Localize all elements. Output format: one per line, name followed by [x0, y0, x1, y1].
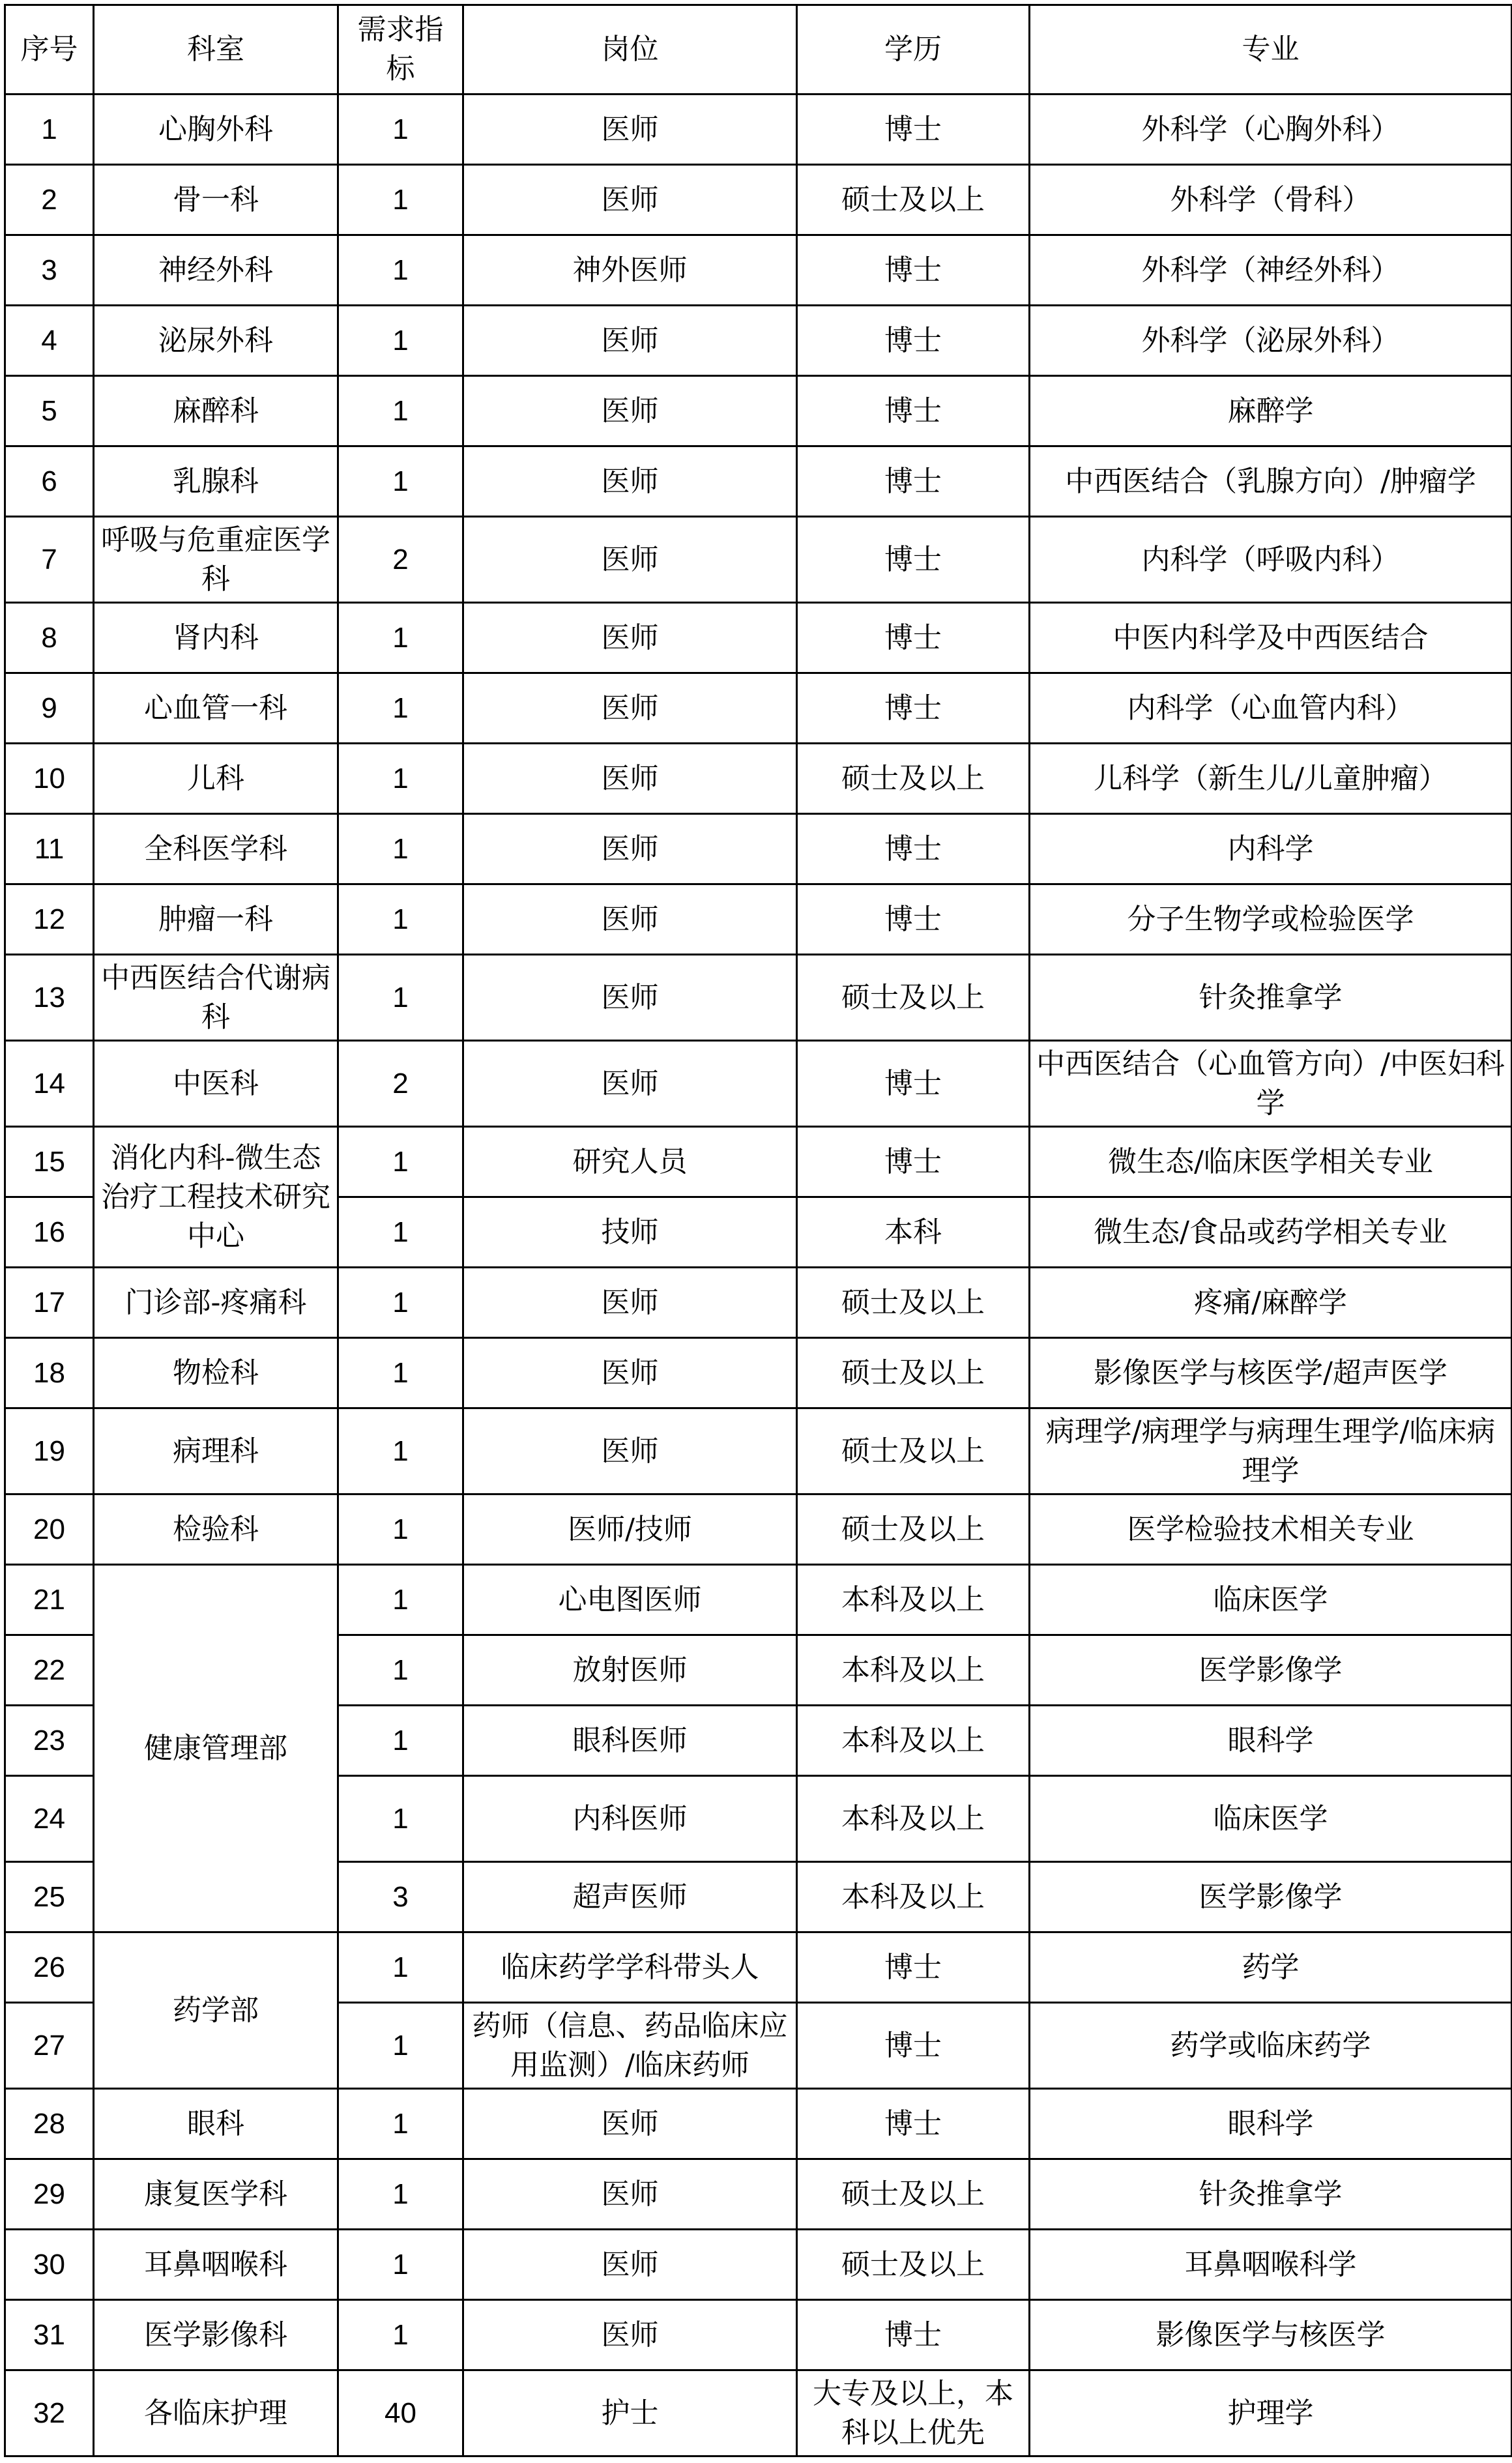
row-quota: 1: [338, 2159, 463, 2230]
row-major: 外科学（泌尿外科）: [1030, 306, 1512, 376]
table-row: [5, 376, 1512, 446]
row-position: 医师: [463, 165, 797, 235]
row-quota: 1: [338, 814, 463, 884]
row-department: 骨一科: [94, 165, 338, 235]
row-major: 护理学: [1030, 2370, 1512, 2456]
row-department: 中医科: [94, 1041, 338, 1127]
table-row: [5, 603, 1512, 673]
row-position: 护士: [463, 2370, 797, 2456]
row-department: 病理科: [94, 1408, 338, 1494]
row-education: 博士: [797, 884, 1030, 955]
row-department: 肿瘤一科: [94, 884, 338, 955]
row-major: 药学: [1030, 1932, 1512, 2003]
row-education: 博士: [797, 1127, 1030, 1197]
table-row: [5, 235, 1512, 306]
row-position: 医师: [463, 1268, 797, 1338]
table-row: [5, 673, 1512, 744]
header-department: 科室: [94, 5, 338, 95]
row-education: 博士: [797, 306, 1030, 376]
row-major: 病理学/病理学与病理生理学/临床病理学: [1030, 1408, 1512, 1494]
row-major: 中医内科学及中西医结合: [1030, 603, 1512, 673]
row-position: 医师: [463, 2089, 797, 2159]
row-department: 儿科: [94, 744, 338, 814]
row-quota: 40: [338, 2370, 463, 2456]
row-index: 30: [5, 2230, 94, 2300]
row-major: 外科学（神经外科）: [1030, 235, 1512, 306]
row-education: 大专及以上，本科以上优先: [797, 2370, 1030, 2456]
row-position: 超声医师: [463, 1862, 797, 1932]
row-department: 药学部: [94, 1932, 338, 2089]
row-index: 28: [5, 2089, 94, 2159]
row-position: 研究人员: [463, 1127, 797, 1197]
row-position: 医师: [463, 446, 797, 517]
row-index: 32: [5, 2370, 94, 2456]
row-quota: 1: [338, 673, 463, 744]
row-education: 博士: [797, 603, 1030, 673]
row-education: 硕士及以上: [797, 165, 1030, 235]
row-index: 7: [5, 517, 94, 603]
row-education: 硕士及以上: [797, 2159, 1030, 2230]
row-major: 内科学: [1030, 814, 1512, 884]
row-major: 内科学（心血管内科）: [1030, 673, 1512, 744]
table-row: [5, 2089, 1512, 2159]
row-quota: 3: [338, 1862, 463, 1932]
row-department: 各临床护理: [94, 2370, 338, 2456]
row-position: 放射医师: [463, 1635, 797, 1706]
table-row: [5, 2370, 1512, 2456]
row-index: 1: [5, 95, 94, 165]
table-row: [5, 165, 1512, 235]
table-header-row: [5, 5, 1512, 95]
row-index: 29: [5, 2159, 94, 2230]
row-quota: 1: [338, 1268, 463, 1338]
row-education: 博士: [797, 2003, 1030, 2089]
row-index: 4: [5, 306, 94, 376]
row-major: 眼科学: [1030, 2089, 1512, 2159]
row-major: 耳鼻咽喉科学: [1030, 2230, 1512, 2300]
table-row: [5, 1127, 1512, 1197]
row-quota: 1: [338, 1932, 463, 2003]
row-department: 心胸外科: [94, 95, 338, 165]
row-education: 硕士及以上: [797, 1338, 1030, 1408]
table-row: [5, 1494, 1512, 1565]
row-quota: 1: [338, 1565, 463, 1635]
row-quota: 1: [338, 955, 463, 1041]
row-index: 11: [5, 814, 94, 884]
row-education: 博士: [797, 376, 1030, 446]
row-major: 分子生物学或检验医学: [1030, 884, 1512, 955]
table-row: [5, 2230, 1512, 2300]
row-quota: 1: [338, 744, 463, 814]
row-education: 本科及以上: [797, 1706, 1030, 1776]
row-index: 18: [5, 1338, 94, 1408]
row-index: 14: [5, 1041, 94, 1127]
row-education: 博士: [797, 2300, 1030, 2370]
row-index: 3: [5, 235, 94, 306]
row-quota: 1: [338, 1338, 463, 1408]
row-education: 博士: [797, 235, 1030, 306]
row-department: 医学影像科: [94, 2300, 338, 2370]
row-position: 医师: [463, 884, 797, 955]
row-quota: 1: [338, 1408, 463, 1494]
row-position: 医师: [463, 2230, 797, 2300]
row-major: 中西医结合（心血管方向）/中医妇科学: [1030, 1041, 1512, 1127]
row-index: 26: [5, 1932, 94, 2003]
row-education: 本科及以上: [797, 1862, 1030, 1932]
row-position: 医师: [463, 744, 797, 814]
row-major: 临床医学: [1030, 1776, 1512, 1862]
row-education: 博士: [797, 1041, 1030, 1127]
table-row: [5, 744, 1512, 814]
row-index: 16: [5, 1197, 94, 1268]
row-education: 硕士及以上: [797, 1268, 1030, 1338]
table-row: [5, 95, 1512, 165]
row-position: 临床药学学科带头人: [463, 1932, 797, 2003]
table-row: [5, 884, 1512, 955]
row-quota: 1: [338, 235, 463, 306]
row-quota: 1: [338, 1706, 463, 1776]
row-index: 27: [5, 2003, 94, 2089]
row-position: 医师: [463, 1041, 797, 1127]
row-quota: 1: [338, 884, 463, 955]
row-major: 医学检验技术相关专业: [1030, 1494, 1512, 1565]
row-quota: 1: [338, 1776, 463, 1862]
row-major: 影像医学与核医学: [1030, 2300, 1512, 2370]
row-index: 12: [5, 884, 94, 955]
row-position: 心电图医师: [463, 1565, 797, 1635]
row-department: 健康管理部: [94, 1565, 338, 1932]
table-row: [5, 955, 1512, 1041]
row-position: 医师: [463, 1408, 797, 1494]
row-quota: 1: [338, 446, 463, 517]
row-position: 神外医师: [463, 235, 797, 306]
row-department: 全科医学科: [94, 814, 338, 884]
row-position: 医师: [463, 955, 797, 1041]
row-position: 内科医师: [463, 1776, 797, 1862]
row-major: 眼科学: [1030, 1706, 1512, 1776]
row-quota: 1: [338, 1494, 463, 1565]
row-education: 博士: [797, 517, 1030, 603]
row-position: 医师: [463, 814, 797, 884]
row-major: 针灸推拿学: [1030, 955, 1512, 1041]
row-index: 20: [5, 1494, 94, 1565]
table-row: [5, 446, 1512, 517]
table-row: [5, 1338, 1512, 1408]
row-education: 硕士及以上: [797, 2230, 1030, 2300]
row-department: 耳鼻咽喉科: [94, 2230, 338, 2300]
row-quota: 1: [338, 2230, 463, 2300]
row-education: 博士: [797, 673, 1030, 744]
row-department: 肾内科: [94, 603, 338, 673]
row-quota: 1: [338, 95, 463, 165]
row-position: 医师/技师: [463, 1494, 797, 1565]
table-row: [5, 306, 1512, 376]
row-department: 麻醉科: [94, 376, 338, 446]
row-index: 23: [5, 1706, 94, 1776]
row-major: 内科学（呼吸内科）: [1030, 517, 1512, 603]
row-index: 2: [5, 165, 94, 235]
row-quota: 1: [338, 1127, 463, 1197]
table-row: [5, 814, 1512, 884]
row-quota: 1: [338, 1635, 463, 1706]
header-index: 序号: [5, 5, 94, 95]
row-education: 硕士及以上: [797, 955, 1030, 1041]
row-department: 康复医学科: [94, 2159, 338, 2230]
row-major: 医学影像学: [1030, 1635, 1512, 1706]
row-major: 中西医结合（乳腺方向）/肿瘤学: [1030, 446, 1512, 517]
row-major: 临床医学: [1030, 1565, 1512, 1635]
table-row: [5, 1932, 1512, 2003]
row-major: 外科学（心胸外科）: [1030, 95, 1512, 165]
row-major: 微生态/食品或药学相关专业: [1030, 1197, 1512, 1268]
row-major: 儿科学（新生儿/儿童肿瘤）: [1030, 744, 1512, 814]
row-department: 检验科: [94, 1494, 338, 1565]
row-index: 6: [5, 446, 94, 517]
row-position: 医师: [463, 603, 797, 673]
row-index: 13: [5, 955, 94, 1041]
header-education: 学历: [797, 5, 1030, 95]
row-quota: 1: [338, 2003, 463, 2089]
row-major: 医学影像学: [1030, 1862, 1512, 1932]
row-quota: 1: [338, 165, 463, 235]
row-department: 呼吸与危重症医学科: [94, 517, 338, 603]
row-index: 17: [5, 1268, 94, 1338]
header-major: 专业: [1030, 5, 1512, 95]
row-education: 硕士及以上: [797, 1408, 1030, 1494]
row-index: 8: [5, 603, 94, 673]
row-quota: 2: [338, 517, 463, 603]
row-education: 博士: [797, 2089, 1030, 2159]
row-quota: 2: [338, 1041, 463, 1127]
table-row: [5, 2300, 1512, 2370]
row-position: 药师（信息、药品临床应用监测）/临床药师: [463, 2003, 797, 2089]
row-education: 博士: [797, 1932, 1030, 2003]
row-quota: 1: [338, 1197, 463, 1268]
table-row: [5, 1041, 1512, 1127]
row-position: 医师: [463, 306, 797, 376]
row-index: 5: [5, 376, 94, 446]
row-education: 本科及以上: [797, 1635, 1030, 1706]
row-department: 心血管一科: [94, 673, 338, 744]
row-department: 眼科: [94, 2089, 338, 2159]
row-quota: 1: [338, 2300, 463, 2370]
row-major: 针灸推拿学: [1030, 2159, 1512, 2230]
row-education: 博士: [797, 814, 1030, 884]
row-education: 博士: [797, 446, 1030, 517]
table-row: [5, 517, 1512, 603]
row-index: 21: [5, 1565, 94, 1635]
row-education: 硕士及以上: [797, 1494, 1030, 1565]
row-index: 19: [5, 1408, 94, 1494]
row-major: 药学或临床药学: [1030, 2003, 1512, 2089]
row-department: 中西医结合代谢病科: [94, 955, 338, 1041]
table-row: [5, 2159, 1512, 2230]
row-major: 外科学（骨科）: [1030, 165, 1512, 235]
row-position: 技师: [463, 1197, 797, 1268]
header-position: 岗位: [463, 5, 797, 95]
table-row: [5, 1408, 1512, 1494]
row-major: 麻醉学: [1030, 376, 1512, 446]
row-position: 医师: [463, 1338, 797, 1408]
row-position: 医师: [463, 2159, 797, 2230]
row-major: 疼痛/麻醉学: [1030, 1268, 1512, 1338]
row-quota: 1: [338, 603, 463, 673]
row-department: 神经外科: [94, 235, 338, 306]
row-major: 影像医学与核医学/超声医学: [1030, 1338, 1512, 1408]
row-education: 硕士及以上: [797, 744, 1030, 814]
row-index: 24: [5, 1776, 94, 1862]
row-quota: 1: [338, 376, 463, 446]
row-education: 本科及以上: [797, 1565, 1030, 1635]
row-department: 门诊部-疼痛科: [94, 1268, 338, 1338]
row-index: 31: [5, 2300, 94, 2370]
table-row: [5, 1268, 1512, 1338]
row-education: 本科: [797, 1197, 1030, 1268]
row-position: 医师: [463, 95, 797, 165]
row-department: 消化内科-微生态治疗工程技术研究中心: [94, 1127, 338, 1268]
row-index: 9: [5, 673, 94, 744]
row-quota: 1: [338, 306, 463, 376]
row-education: 本科及以上: [797, 1776, 1030, 1862]
recruitment-table: [4, 4, 1512, 2457]
table-row: [5, 1565, 1512, 1635]
row-quota: 1: [338, 2089, 463, 2159]
header-quota: 需求指标: [338, 5, 463, 95]
row-position: 医师: [463, 673, 797, 744]
row-index: 15: [5, 1127, 94, 1197]
row-position: 医师: [463, 376, 797, 446]
row-department: 物检科: [94, 1338, 338, 1408]
row-department: 乳腺科: [94, 446, 338, 517]
row-position: 医师: [463, 2300, 797, 2370]
row-education: 博士: [797, 95, 1030, 165]
row-index: 10: [5, 744, 94, 814]
row-index: 25: [5, 1862, 94, 1932]
row-position: 医师: [463, 517, 797, 603]
row-major: 微生态/临床医学相关专业: [1030, 1127, 1512, 1197]
row-department: 泌尿外科: [94, 306, 338, 376]
row-position: 眼科医师: [463, 1706, 797, 1776]
row-index: 22: [5, 1635, 94, 1706]
